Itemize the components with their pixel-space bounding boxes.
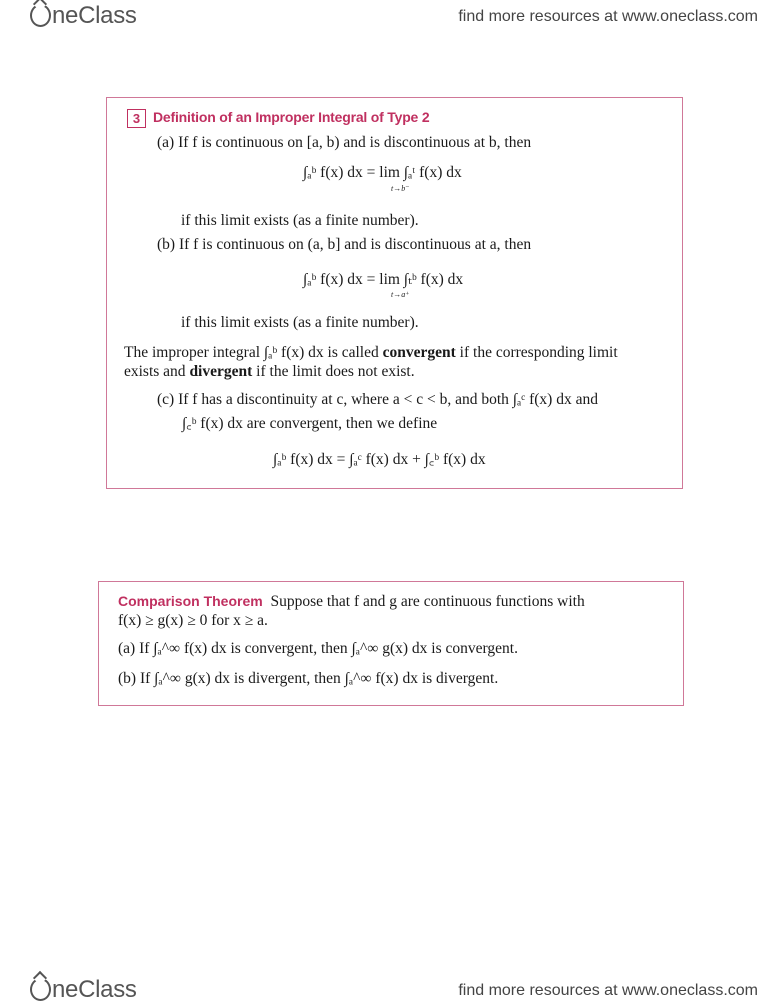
equation-b-limit-sub: t→a⁺	[391, 290, 410, 299]
convergent-definition-line1: The improper integral ∫ₐᵇ f(x) dx is called convergent if the corresponding limit	[124, 344, 618, 361]
oneclass-logo[interactable]: neClass	[30, 2, 137, 30]
logo-o-icon	[30, 4, 51, 27]
part-a-text: (a) If f is continuous on [a, b) and is discontinuous at b, then	[157, 134, 532, 151]
part-a-condition: if this limit exists (as a finite number).	[181, 212, 419, 229]
equation-a: ∫ₐᵇ f(x) dx = lim ∫ₐᵗ f(x) dx t→b⁻	[303, 164, 462, 193]
resources-link-footer[interactable]: find more resources at www.oneclass.com	[458, 982, 758, 999]
part-b-text: (b) If f is continuous on (a, b] and is discontinuous at a, then	[157, 236, 532, 253]
comparison-intro-line1: Comparison Theorem Suppose that f and g are continuous functions with	[118, 593, 585, 610]
equation-c: ∫ₐᵇ f(x) dx = ∫ₐᶜ f(x) dx + ∫꜀ᵇ f(x) dx	[273, 451, 486, 468]
comparison-part-b: (b) If ∫ₐ^∞ g(x) dx is divergent, then ∫ₐ^∞ f(x) dx is divergent.	[118, 670, 499, 687]
resources-link[interactable]: find more resources at www.oneclass.com	[458, 8, 758, 25]
oneclass-logo-footer[interactable]: neClass	[30, 976, 137, 1004]
definition-box	[106, 97, 683, 489]
logo-o-icon	[30, 978, 51, 1001]
comparison-intro-line2: f(x) ≥ g(x) ≥ 0 for x ≥ a.	[118, 612, 268, 629]
equation-a-limit-sub: t→b⁻	[391, 184, 410, 193]
part-b-condition: if this limit exists (as a finite number).	[181, 314, 419, 331]
comparison-theorem-box	[98, 581, 684, 706]
comparison-heading: Comparison Theorem	[118, 593, 263, 609]
part-c-text-line2: ∫꜀ᵇ f(x) dx are convergent, then we define	[182, 415, 438, 432]
equation-b: ∫ₐᵇ f(x) dx = lim ∫ₜᵇ f(x) dx t→a⁺	[303, 271, 464, 299]
part-c-text-line1: (c) If f has a discontinuity at c, where a < c < b, and both ∫ₐᶜ f(x) dx and	[157, 391, 598, 408]
page-header	[0, 0, 784, 34]
definition-number: 3	[127, 109, 146, 128]
comparison-part-a: (a) If ∫ₐ^∞ f(x) dx is convergent, then ∫ₐ^∞ g(x) dx is convergent.	[118, 640, 518, 657]
convergent-definition-line2: exists and divergent if the limit does not exist.	[124, 363, 415, 380]
page-footer	[0, 974, 784, 1008]
definition-heading: Definition of an Improper Integral of Type 2	[153, 109, 430, 125]
